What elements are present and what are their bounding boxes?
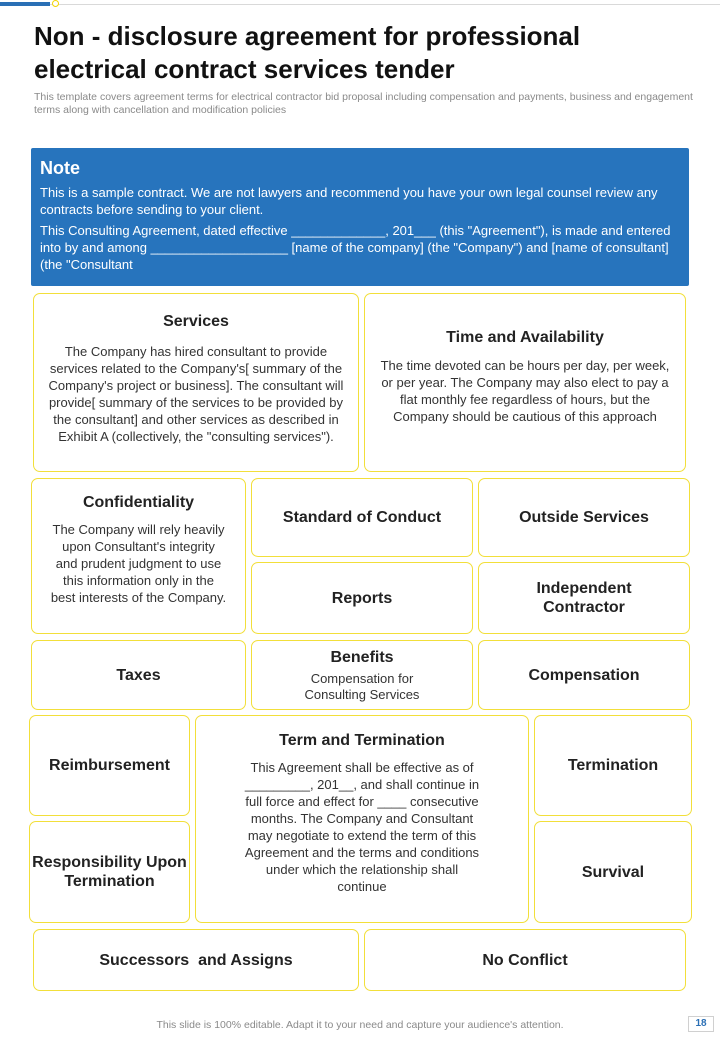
section-confidentiality (31, 478, 246, 634)
note-heading: Note (40, 158, 80, 178)
section-heading: Term and Termination (279, 732, 445, 749)
section-responsibility-upon-termination (29, 821, 190, 923)
section-reports (251, 562, 473, 634)
section-heading: Outside Services (519, 509, 649, 526)
section-heading: Services (163, 313, 229, 330)
section-benefits (251, 640, 473, 710)
section-heading: Time and Availability (446, 329, 604, 346)
section-heading: Termination (567, 757, 659, 774)
page-number: 18 (688, 1016, 714, 1032)
section-heading: Responsibility Upon Termination (32, 854, 187, 890)
section-reimbursement (29, 715, 190, 816)
section-text: Compensation for Consulting Services (304, 671, 420, 702)
section-compensation (478, 640, 690, 710)
section-text: The time devoted can be hours per day, per week, or per year. The Company may also elect to pay a flat monthly fee regardless of hours, but the Company should be cautious of this approach (380, 358, 670, 424)
section-time-and-availability (364, 293, 686, 472)
section-survival (534, 821, 692, 923)
section-text: This Agreement shall be effective as of _________, 201__, and shall continue in full force and effect for ____ consecutive months. The Company and Consultant may negotiate to extend the term of this Agreement and the terms and conditions under which the relationship shall continue (244, 760, 480, 894)
section-heading: Confidentiality (82, 494, 195, 511)
section-heading: No Conflict (482, 951, 568, 969)
section-heading: Benefits (330, 649, 394, 666)
section-outside-services (478, 478, 690, 557)
section-no-conflict (364, 929, 686, 991)
section-successors-and-assigns (33, 929, 359, 991)
section-heading: Reports (331, 589, 393, 607)
note-paragraph-disclaimer: This is a sample contract. We are not lawyers and recommend you have your own legal counsel review any contracts before sending to your client. (40, 185, 658, 217)
section-heading: Compensation (528, 666, 640, 684)
section-heading: Survival (581, 863, 645, 881)
section-heading: Standard of Conduct (282, 509, 442, 526)
note-paragraph-agreement: This Consulting Agreement, dated effective _____________, 201___ (this "Agreement"), is made and entered into by and among ___________________ [name of the company] (the "Company") and [name of consultant] (the "Consultant (40, 223, 671, 272)
section-termination (534, 715, 692, 816)
page-subtitle: This template covers agreement terms for electrical contractor bid proposal including compensation and payments, business and engagement terms along with cancellation and modification policies (34, 91, 693, 116)
page-title: Non - disclosure agreement for professional electrical contract services tender (34, 21, 581, 84)
section-term-and-termination (195, 715, 529, 923)
note-panel (31, 148, 689, 286)
section-heading: Reimbursement (49, 757, 170, 774)
top-rule (0, 4, 720, 5)
section-services (33, 293, 359, 472)
section-text: The Company has hired consultant to provide services related to the Company's[ summary of the Company's project or business]. The consultant will provide[ summary of the services to be provided by the consultant] and other services as described in Exhibit A (collectively, the "consulting services"). (48, 344, 344, 444)
section-heading: Successors and Assigns (99, 951, 293, 969)
top-accent-bar (0, 2, 50, 6)
section-heading: Taxes (116, 666, 161, 684)
section-standard-of-conduct (251, 478, 473, 557)
section-heading: Independent Contractor (536, 580, 632, 616)
section-independent-contractor (478, 562, 690, 634)
section-taxes (31, 640, 246, 710)
top-accent-dot (52, 0, 59, 7)
section-text: The Company will rely heavily upon Consultant's integrity and prudent judgment to use this information only in the best interests of the Company. (50, 522, 227, 605)
footer-text: This slide is 100% editable. Adapt it to your need and capture your audience's attention. (156, 1019, 564, 1031)
